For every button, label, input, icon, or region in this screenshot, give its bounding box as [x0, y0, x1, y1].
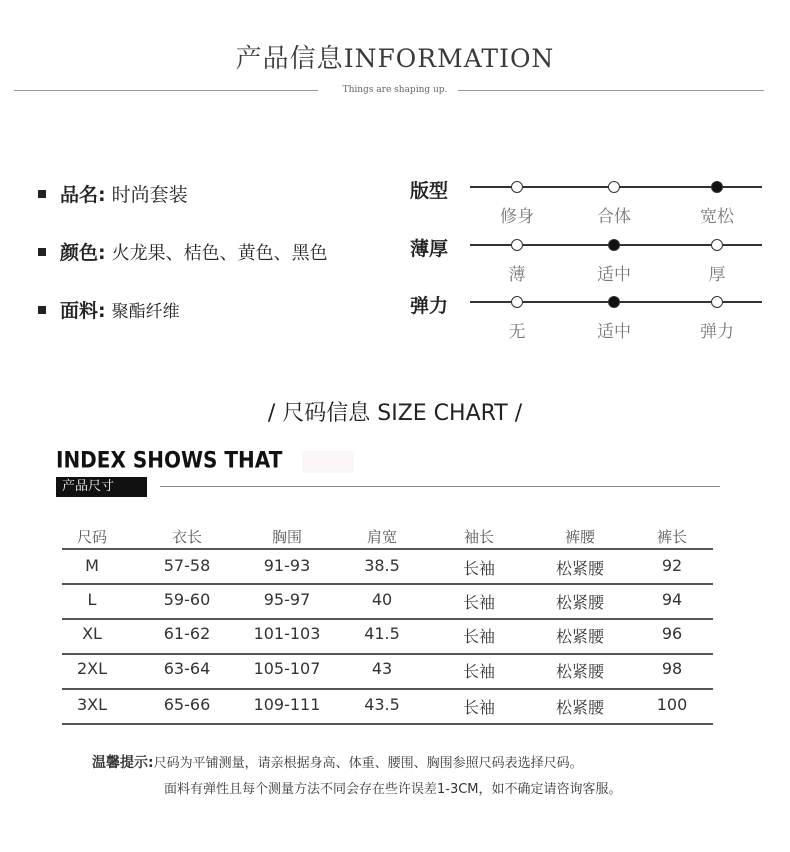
- table-cell: 3XL: [76, 695, 108, 714]
- info-label: 品名:: [60, 184, 106, 206]
- table-cell: 61-62: [163, 624, 211, 643]
- table-row: [62, 590, 713, 624]
- table-cell: 59-60: [163, 590, 211, 609]
- table-cell: 2XL: [76, 659, 108, 678]
- note-line-2: 面料有弹性且每个测量方法不同会存在些许误差1-3CM，如不确定请咨询客服。: [164, 782, 622, 797]
- info-row-name: [38, 180, 188, 207]
- rating-dot: [608, 181, 620, 193]
- rating-dot: [711, 296, 723, 308]
- title-cn: 产品信息: [235, 44, 344, 74]
- table-cell: 松紧腰: [555, 559, 604, 578]
- info-label: 面料:: [60, 300, 106, 322]
- rating-dot: [711, 239, 723, 251]
- table-cell: 长袖: [462, 559, 495, 578]
- table-cell: 41.5: [364, 624, 400, 643]
- page-title: [0, 38, 790, 75]
- rating-option: 适中: [597, 322, 631, 342]
- table-cell: 长袖: [462, 698, 495, 717]
- rating-option: 宽松: [700, 207, 734, 227]
- table-cell: XL: [82, 624, 102, 643]
- rating-option: 适中: [597, 265, 631, 285]
- rating-label: 版型: [410, 180, 449, 202]
- rating-option: 无: [508, 322, 526, 342]
- note-label: 温馨提示:: [92, 755, 154, 771]
- bullet-icon: [38, 306, 46, 314]
- rating-dot: [511, 181, 523, 193]
- table-row: [62, 695, 713, 729]
- column-header: 裤腰: [564, 528, 595, 546]
- table-cell: 98: [661, 659, 683, 678]
- info-row-color: [38, 238, 328, 265]
- info-label: 颜色:: [60, 242, 106, 264]
- table-row: [62, 659, 713, 693]
- size-chart-title: / 尺码信息 SIZE CHART /: [267, 401, 523, 426]
- table-cell: 63-64: [163, 659, 211, 678]
- table-cell: 38.5: [364, 556, 400, 575]
- note-line-1: [92, 752, 583, 772]
- page-subtitle: Things are shaping up.: [342, 85, 448, 95]
- table-cell: 松紧腰: [555, 627, 604, 646]
- rating-label: 薄厚: [410, 238, 449, 260]
- table-row: [62, 624, 713, 658]
- table-cell: 43: [371, 659, 393, 678]
- table-cell: 109-111: [253, 695, 321, 714]
- bullet-icon: [38, 248, 46, 256]
- index-tag: 产品尺寸: [56, 477, 147, 497]
- table-cell: 94: [661, 590, 683, 609]
- table-cell: 长袖: [462, 593, 495, 612]
- rating-option: 厚: [708, 265, 726, 285]
- rating-dot-selected: [608, 239, 620, 251]
- table-cell: 95-97: [263, 590, 311, 609]
- index-divider: [160, 486, 720, 487]
- column-header: 尺码: [76, 528, 107, 546]
- info-value: 聚酯纤维: [111, 302, 180, 322]
- table-cell: L: [87, 590, 97, 609]
- bullet-icon: [38, 190, 46, 198]
- column-header: 裤长: [656, 528, 687, 546]
- rating-option: 弹力: [700, 322, 734, 342]
- decor-box: [302, 451, 354, 473]
- title-en: INFORMATION: [343, 44, 555, 73]
- column-header: 胸围: [271, 528, 302, 546]
- table-cell: 40: [371, 590, 393, 609]
- table-cell: 长袖: [462, 627, 495, 646]
- table-cell: 松紧腰: [555, 662, 604, 681]
- table-cell: 松紧腰: [555, 698, 604, 717]
- table-cell: 92: [661, 556, 683, 575]
- info-row-fabric: [38, 296, 180, 323]
- column-header: 袖长: [463, 528, 494, 546]
- column-header: 肩宽: [366, 528, 397, 546]
- rating-dot: [511, 296, 523, 308]
- table-cell: 43.5: [364, 695, 400, 714]
- rating-dot-selected: [608, 296, 620, 308]
- table-cell: M: [85, 556, 99, 575]
- info-value: 时尚套装: [111, 184, 188, 206]
- rating-dot-selected: [711, 181, 723, 193]
- table-cell: 101-103: [253, 624, 321, 643]
- note-text-1: 尺码为平铺测量，请亲根据身高、体重、腰围、胸围参照尺码表选择尺码。: [153, 756, 583, 771]
- rating-label: 弹力: [410, 295, 449, 317]
- column-header: 衣长: [171, 528, 202, 546]
- table-rule: [62, 548, 713, 550]
- table-cell: 松紧腰: [555, 593, 604, 612]
- table-cell: 57-58: [163, 556, 211, 575]
- rating-option: 修身: [500, 207, 534, 227]
- info-value: 火龙果、桔色、黄色、黑色: [111, 242, 328, 264]
- table-cell: 91-93: [263, 556, 311, 575]
- table-cell: 100: [656, 695, 688, 714]
- table-cell: 长袖: [462, 662, 495, 681]
- index-title: INDEX SHOWS THAT: [56, 446, 283, 474]
- table-cell: 65-66: [163, 695, 211, 714]
- table-header: [62, 526, 713, 560]
- rating-option: 薄: [508, 265, 526, 285]
- table-cell: 105-107: [253, 659, 321, 678]
- rating-dot: [511, 239, 523, 251]
- rating-option: 合体: [597, 207, 631, 227]
- table-cell: 96: [661, 624, 683, 643]
- table-row: [62, 556, 713, 590]
